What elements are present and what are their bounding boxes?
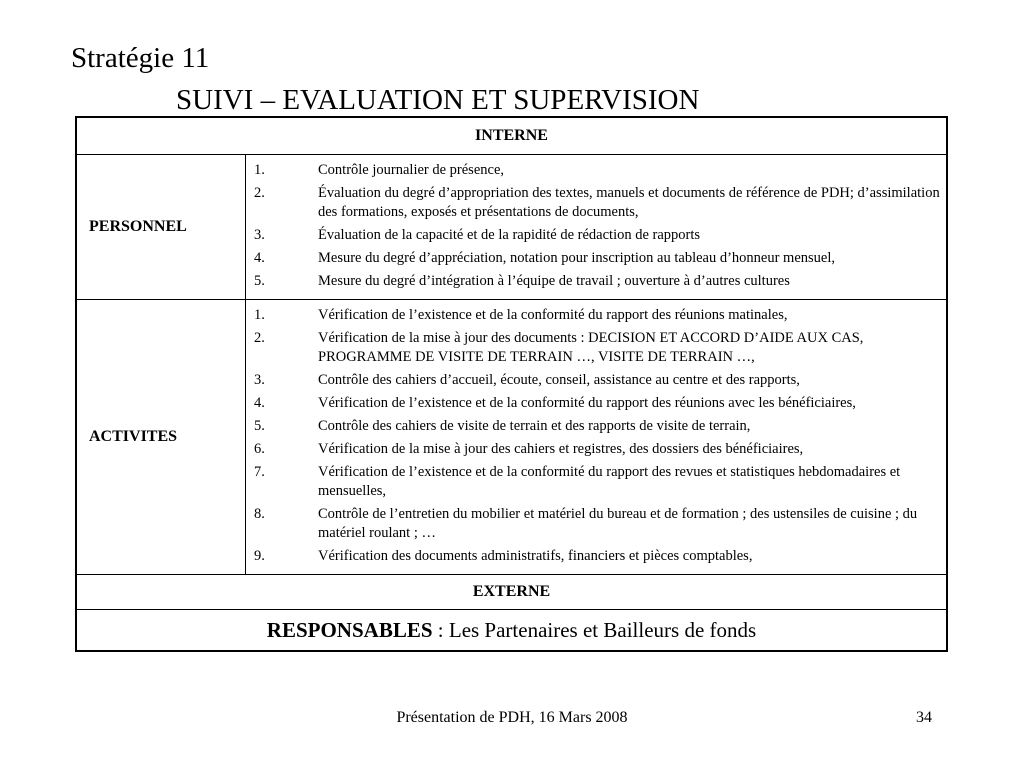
list-item-number: 5. xyxy=(254,418,265,434)
interne-row xyxy=(76,117,947,155)
list-item-number: 3. xyxy=(254,227,265,243)
list-item-number: 7. xyxy=(254,464,265,480)
list-item-text: Mesure du degré d’appréciation, notation pour inscription au tableau d’honneur mensuel, xyxy=(318,250,836,266)
list-item xyxy=(254,329,940,367)
list-item-text: Vérification de l’existence et de la conformité du rapport des réunions avec les bénéficiaires, xyxy=(318,395,856,411)
list-item-text: Vérification de la mise à jour des documents : DECISION ET ACCORD D’AIDE AUX CAS, PROGRAMME DE VISITE DE TERRAIN …, VISITE DE TERRAIN …, xyxy=(318,330,864,365)
page-number: 34 xyxy=(916,709,932,726)
list-item-number: 1. xyxy=(254,307,265,323)
list-item-text: Vérification de l’existence et de la conformité du rapport des revues et statistiques hebdomadaires et mensuelles, xyxy=(318,464,901,499)
list-item xyxy=(254,371,940,390)
supervision-table xyxy=(75,116,948,652)
list-item-text: Vérification des documents administratifs, financiers et pièces comptables, xyxy=(318,548,753,564)
list-item-number: 9. xyxy=(254,548,265,564)
responsables-row xyxy=(76,610,947,652)
activites-list-cell xyxy=(246,300,948,575)
footer-presentation: Présentation de PDH, 16 Mars 2008 xyxy=(396,709,628,726)
list-item xyxy=(254,440,940,459)
list-item xyxy=(254,547,940,566)
list-item xyxy=(254,184,940,222)
responsables-label: RESPONSABLES xyxy=(266,617,433,642)
list-item-number: 2. xyxy=(254,185,265,201)
list-item-number: 4. xyxy=(254,250,265,266)
list-item-number: 3. xyxy=(254,372,265,388)
list-item-text: Vérification de la mise à jour des cahiers et registres, des dossiers des bénéficiaires, xyxy=(318,441,804,457)
personnel-label: PERSONNEL xyxy=(76,155,246,300)
slide-title-line2: SUIVI – EVALUATION ET SUPERVISION xyxy=(176,84,700,116)
list-item-number: 4. xyxy=(254,395,265,411)
list-item-number: 8. xyxy=(254,506,265,522)
list-item-number: 2. xyxy=(254,330,265,346)
list-item-text: Évaluation de la capacité et de la rapidité de rédaction de rapports xyxy=(318,227,701,243)
list-item-text: Contrôle de l’entretien du mobilier et matériel du bureau et de formation ; des ustensiles de cuisine ; du matériel roulant ; … xyxy=(318,506,918,541)
list-item-number: 6. xyxy=(254,441,265,457)
list-item xyxy=(254,161,940,180)
list-item-text: Vérification de l’existence et de la conformité du rapport des réunions matinales, xyxy=(318,307,788,323)
externe-header: EXTERNE xyxy=(76,575,947,610)
personnel-list-cell xyxy=(246,155,948,300)
list-item xyxy=(254,226,940,245)
personnel-list xyxy=(254,161,940,291)
list-item xyxy=(254,417,940,436)
list-item-text: Contrôle des cahiers d’accueil, écoute, conseil, assistance au centre et des rapports, xyxy=(318,372,800,388)
slide-title-line1: Stratégie 11 xyxy=(71,42,210,74)
interne-header: INTERNE xyxy=(76,117,947,155)
personnel-row xyxy=(76,155,947,300)
list-item xyxy=(254,272,940,291)
list-item-text: Mesure du degré d’intégration à l’équipe de travail ; ouverture à d’autres cultures xyxy=(318,273,790,289)
list-item xyxy=(254,394,940,413)
list-item xyxy=(254,505,940,543)
activites-row xyxy=(76,300,947,575)
list-item xyxy=(254,249,940,268)
activites-label: ACTIVITES xyxy=(76,300,246,575)
list-item-text: Évaluation du degré d’appropriation des textes, manuels et documents de référence de PDH; d’assimilation des formations, exposés et présentations de documents, xyxy=(318,185,940,220)
responsables-cell xyxy=(76,610,947,652)
list-item xyxy=(254,306,940,325)
responsables-text: : Les Partenaires et Bailleurs de fonds xyxy=(432,617,757,642)
list-item-number: 5. xyxy=(254,273,265,289)
list-item xyxy=(254,463,940,501)
activites-list xyxy=(254,306,940,566)
list-item-number: 1. xyxy=(254,162,265,178)
list-item-text: Contrôle journalier de présence, xyxy=(318,162,505,178)
list-item-text: Contrôle des cahiers de visite de terrain et des rapports de visite de terrain, xyxy=(318,418,751,434)
externe-row xyxy=(76,575,947,610)
